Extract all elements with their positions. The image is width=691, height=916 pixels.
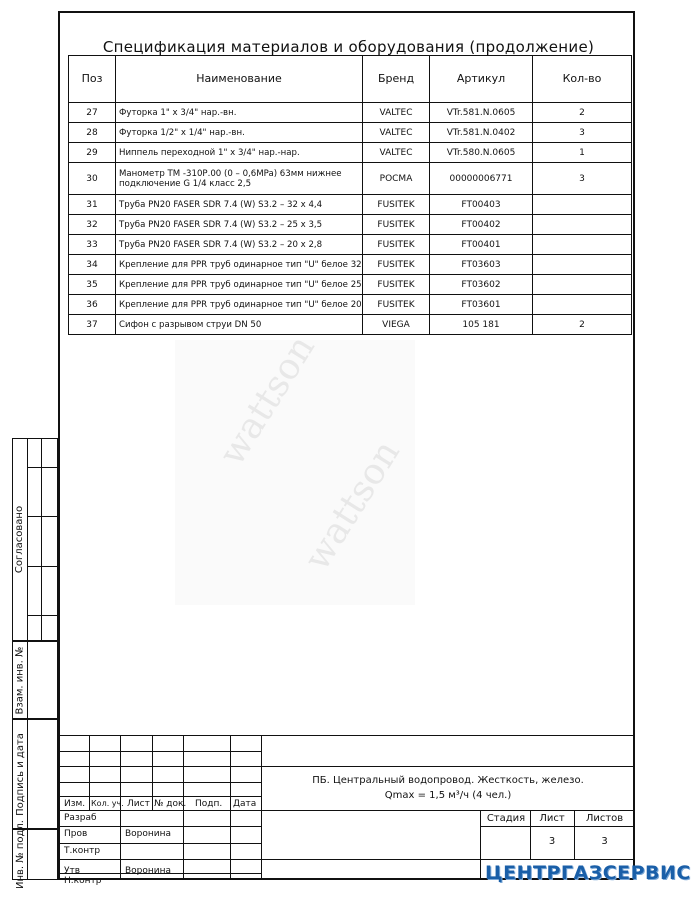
cell-pos: 32 bbox=[69, 215, 116, 235]
project-title: ПБ. Центральный водопровод. Жесткость, железо. bbox=[312, 775, 584, 786]
sheets-label: Листов bbox=[585, 813, 624, 824]
inv-vzam-label: Взам. инв. № bbox=[14, 646, 26, 714]
cell-name: Ниппель переходной 1" х 3/4" нар.-нар. bbox=[116, 143, 363, 163]
cell-article: FT03603 bbox=[430, 255, 533, 275]
cell-pos: 36 bbox=[69, 295, 116, 315]
page-title: Спецификация материалов и оборудования (продолжение) bbox=[102, 38, 595, 56]
cell-article: VTr.580.N.0605 bbox=[430, 143, 533, 163]
cell-article: FT03602 bbox=[430, 275, 533, 295]
stamp-col-doc: № док. bbox=[154, 799, 187, 809]
cell-qty: 2 bbox=[533, 103, 632, 123]
cell-name: Крепление для PPR труб одинарное тип "U" белое 32 bbox=[116, 255, 363, 275]
sheet-label: Лист bbox=[539, 813, 565, 824]
cell-pos: 27 bbox=[69, 103, 116, 123]
cell-qty: 3 bbox=[533, 163, 632, 195]
stamp-col-izm: Изм. bbox=[64, 799, 86, 809]
cell-qty: 2 bbox=[533, 315, 632, 335]
cell-name: Труба PN20 FASER SDR 7.4 (W) S3.2 – 25 х 3,5 bbox=[116, 215, 363, 235]
cell-pos: 29 bbox=[69, 143, 116, 163]
table-row bbox=[69, 235, 632, 255]
cell-brand: VALTEC bbox=[363, 123, 430, 143]
cell-pos: 37 bbox=[69, 315, 116, 335]
cell-pos: 31 bbox=[69, 195, 116, 215]
stage-label: Стадия bbox=[486, 813, 526, 824]
cell-brand: FUSITEK bbox=[363, 295, 430, 315]
watermark-text: wattson bbox=[211, 328, 323, 473]
side-stamp-inv-vzam bbox=[12, 641, 58, 719]
cell-article: VTr.581.N.0402 bbox=[430, 123, 533, 143]
table-row bbox=[69, 195, 632, 215]
watermark-text: wattson bbox=[296, 433, 408, 578]
cell-brand: VIEGA bbox=[363, 315, 430, 335]
side-stamp-inv-podl bbox=[12, 820, 58, 889]
table-row bbox=[69, 275, 632, 295]
cell-name: Манометр ТМ -310Р.00 (0 – 0,6MPa) 63мм нижнее подключение G 1/4 класс 2,5 bbox=[116, 163, 363, 195]
inv-podl-label: Инв. № подл. bbox=[14, 820, 26, 889]
sheets-count: 3 bbox=[601, 836, 608, 847]
stamp-name-utv: Воронина bbox=[125, 866, 172, 876]
agreed-label: Согласовано bbox=[14, 505, 26, 574]
cell-article: 105 181 bbox=[430, 315, 533, 335]
cell-name: Сифон с разрывом струи DN 50 bbox=[116, 315, 363, 335]
cell-article: FT00401 bbox=[430, 235, 533, 255]
cell-brand: FUSITEK bbox=[363, 255, 430, 275]
cell-name: Крепление для PPR труб одинарное тип "U" белое 20 bbox=[116, 295, 363, 315]
stamp-role-tkontr: Т.контр bbox=[64, 846, 101, 856]
sign-date-label: Подпись и дата bbox=[14, 732, 26, 816]
specification-table bbox=[68, 55, 632, 335]
cell-name: Футорка 1/2" х 1/4" нар.-вн. bbox=[116, 123, 363, 143]
table-header-row bbox=[69, 56, 632, 103]
cell-qty bbox=[533, 275, 632, 295]
stamp-col-kol-uch: Кол. уч. bbox=[91, 799, 124, 808]
cell-article: FT03601 bbox=[430, 295, 533, 315]
project-flow: Qmax = 1,5 м³/ч (4 чел.) bbox=[384, 790, 512, 801]
cell-pos: 30 bbox=[69, 163, 116, 195]
cell-article: FT00402 bbox=[430, 215, 533, 235]
table-row bbox=[69, 143, 632, 163]
cell-brand: FUSITEK bbox=[363, 235, 430, 255]
side-stamp-agreed bbox=[12, 438, 58, 641]
cell-qty bbox=[533, 195, 632, 215]
table-row bbox=[69, 163, 632, 195]
cell-article: FT00403 bbox=[430, 195, 533, 215]
cell-article: 00000006771 bbox=[430, 163, 533, 195]
cell-qty bbox=[533, 235, 632, 255]
cell-name: Труба PN20 FASER SDR 7.4 (W) S3.2 – 20 х 2,8 bbox=[116, 235, 363, 255]
stamp-role-utv: Утв bbox=[64, 866, 81, 876]
table-row bbox=[69, 103, 632, 123]
cell-qty bbox=[533, 215, 632, 235]
column-header-pos: Поз bbox=[69, 56, 116, 103]
table-row bbox=[69, 215, 632, 235]
cell-name: Труба PN20 FASER SDR 7.4 (W) S3.2 – 32 х 4,4 bbox=[116, 195, 363, 215]
table-row bbox=[69, 315, 632, 335]
cell-qty bbox=[533, 295, 632, 315]
cell-pos: 34 bbox=[69, 255, 116, 275]
cell-brand: РОСМА bbox=[363, 163, 430, 195]
cell-brand: VALTEC bbox=[363, 143, 430, 163]
sheet-number: 3 bbox=[548, 836, 556, 847]
company-logo: ЦЕНТРГАЗСЕРВИС bbox=[485, 862, 691, 884]
stamp-role-nkontr: Н.контр bbox=[64, 876, 102, 886]
column-header-brand: Бренд bbox=[363, 56, 430, 103]
cell-brand: FUSITEK bbox=[363, 275, 430, 295]
column-header-qty: Кол-во bbox=[533, 56, 632, 103]
cell-article: VTr.581.N.0605 bbox=[430, 103, 533, 123]
stamp-col-list: Лист bbox=[127, 799, 150, 809]
title-block bbox=[58, 735, 635, 886]
cell-brand: VALTEC bbox=[363, 103, 430, 123]
column-header-name: Наименование bbox=[116, 56, 363, 103]
stamp-name-prov: Воронина bbox=[125, 829, 172, 839]
column-header-article: Артикул bbox=[430, 56, 533, 103]
cell-pos: 28 bbox=[69, 123, 116, 143]
cell-brand: FUSITEK bbox=[363, 215, 430, 235]
table-row bbox=[69, 123, 632, 143]
stamp-role-razrab: Разраб bbox=[64, 813, 97, 823]
stamp-col-date: Дата bbox=[233, 799, 257, 809]
cell-qty: 1 bbox=[533, 143, 632, 163]
table-row bbox=[69, 295, 632, 315]
table-row bbox=[69, 255, 632, 275]
stamp-col-podp: Подп. bbox=[195, 799, 223, 809]
cell-pos: 35 bbox=[69, 275, 116, 295]
side-stamp-sign-date bbox=[12, 719, 58, 829]
cell-qty: 3 bbox=[533, 123, 632, 143]
cell-name: Футорка 1" х 3/4" нар.-вн. bbox=[116, 103, 363, 123]
cell-pos: 33 bbox=[69, 235, 116, 255]
stamp-role-prov: Пров bbox=[64, 829, 88, 839]
cell-name: Крепление для PPR труб одинарное тип "U" белое 25 bbox=[116, 275, 363, 295]
cell-qty bbox=[533, 255, 632, 275]
cell-brand: FUSITEK bbox=[363, 195, 430, 215]
